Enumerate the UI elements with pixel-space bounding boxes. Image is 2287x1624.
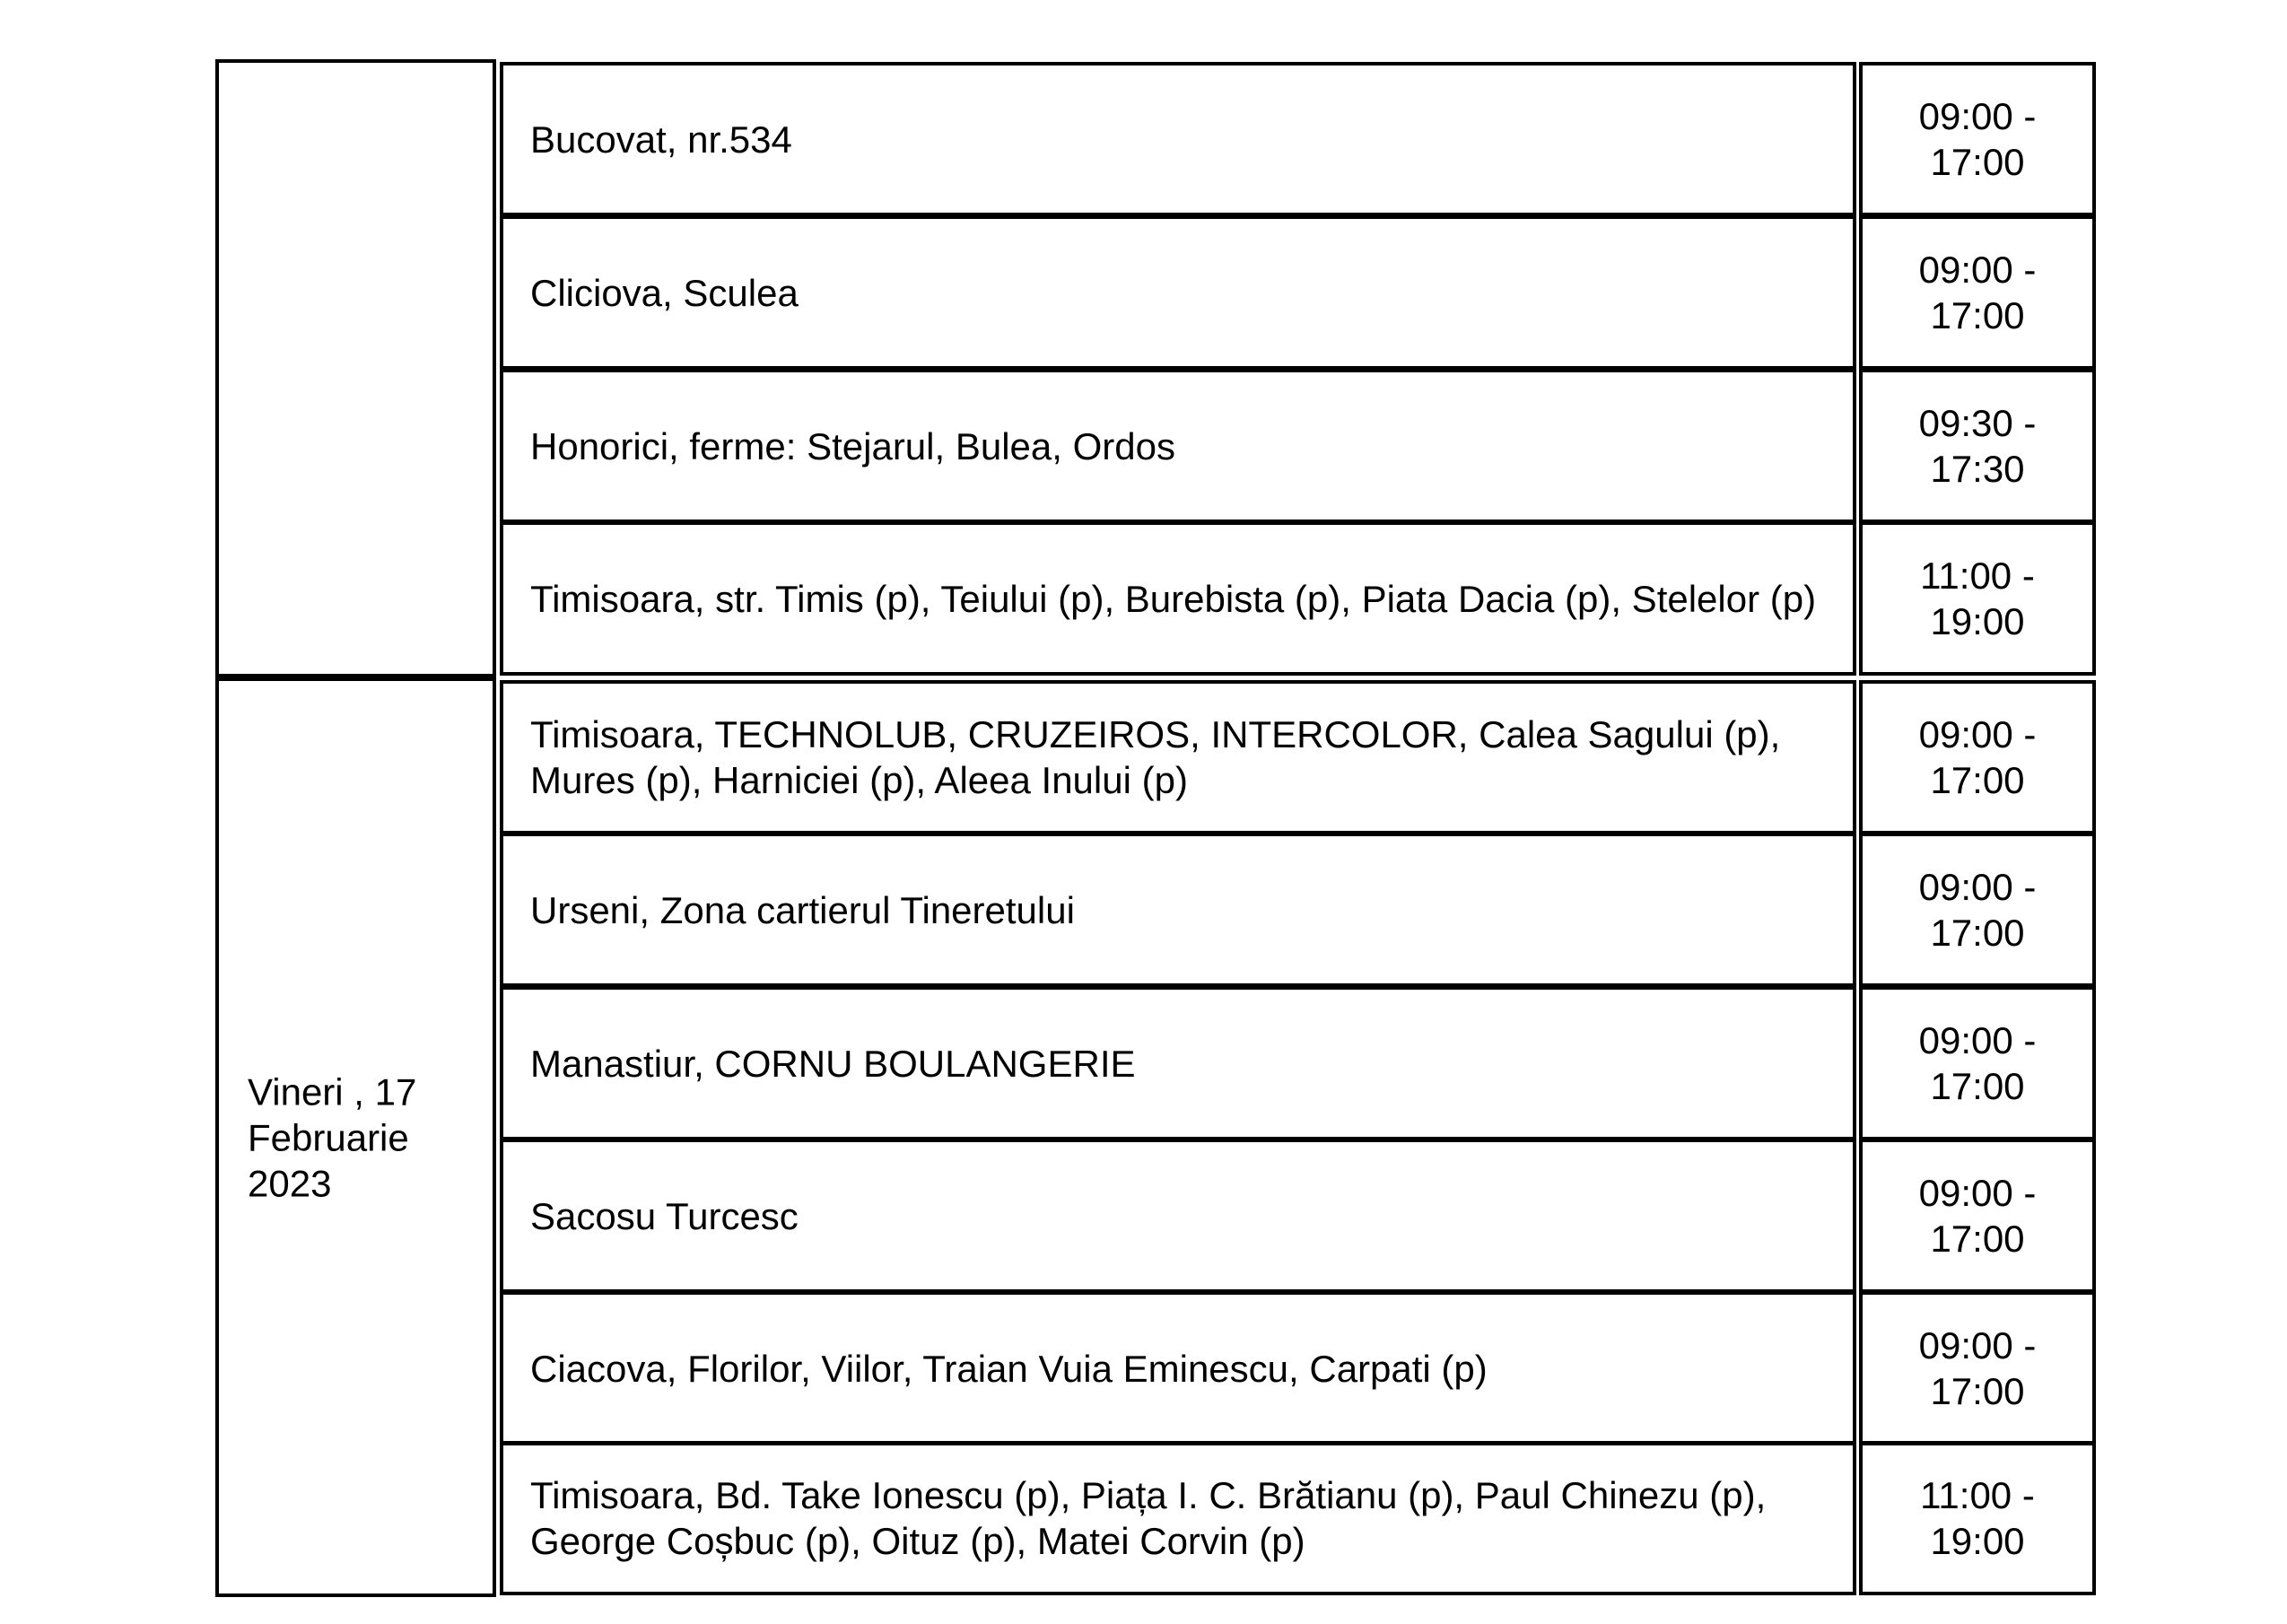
table-row bbox=[500, 986, 2096, 1140]
time-cell: 09:00 - 17:00 bbox=[1859, 833, 2096, 987]
location-cell: Timisoara, str. Timis (p), Teiului (p), Burebista (p), Piata Dacia (p), Stelelor (p) bbox=[500, 521, 1856, 676]
date-label: Vineri , 17 Februarie 2023 bbox=[248, 1070, 417, 1204]
time-cell: 11:00 - 19:00 bbox=[1859, 521, 2096, 676]
location-cell: Cliciova, Sculea bbox=[500, 215, 1856, 370]
time-cell: 09:00 - 17:00 bbox=[1859, 1291, 2096, 1445]
date-cell bbox=[215, 59, 496, 677]
location-cell: Ciacova, Florilor, Viilor, Traian Vuia Eminescu, Carpati (p) bbox=[500, 1291, 1856, 1445]
location-cell: Honorici, ferme: Stejarul, Bulea, Ordos bbox=[500, 369, 1856, 523]
location-cell: Urseni, Zona cartierul Tineretului bbox=[500, 833, 1856, 987]
location-cell: Manastiur, CORNU BOULANGERIE bbox=[500, 986, 1856, 1140]
time-cell: 09:00 - 17:00 bbox=[1859, 215, 2096, 370]
table-row bbox=[500, 1139, 2096, 1293]
date-cell bbox=[215, 677, 496, 1597]
table-row bbox=[500, 680, 2096, 834]
table-row bbox=[500, 1291, 2096, 1445]
location-cell: Sacosu Turcesc bbox=[500, 1139, 1856, 1293]
time-cell: 09:00 - 17:00 bbox=[1859, 986, 2096, 1140]
table-row bbox=[500, 62, 2096, 216]
time-cell: 09:00 - 17:00 bbox=[1859, 1139, 2096, 1293]
location-cell: Timisoara, TECHNOLUB, CRUZEIROS, INTERCOLOR, Calea Sagului (p), Mures (p), Harniciei (p), Aleea Inului (p) bbox=[500, 680, 1856, 834]
table-row bbox=[500, 1441, 2096, 1595]
time-cell: 09:00 - 17:00 bbox=[1859, 62, 2096, 216]
table-row bbox=[500, 215, 2096, 370]
table-row bbox=[500, 833, 2096, 987]
time-cell: 11:00 - 19:00 bbox=[1859, 1441, 2096, 1595]
location-cell: Timisoara, Bd. Take Ionescu (p), Piața I. C. Brătianu (p), Paul Chinezu (p), George Coșbuc (p), Oituz (p), Matei Corvin (p) bbox=[500, 1441, 1856, 1595]
table-row bbox=[500, 521, 2096, 676]
time-cell: 09:00 - 17:00 bbox=[1859, 680, 2096, 834]
table-row bbox=[500, 369, 2096, 523]
location-cell: Bucovat, nr.534 bbox=[500, 62, 1856, 216]
time-cell: 09:30 - 17:30 bbox=[1859, 369, 2096, 523]
